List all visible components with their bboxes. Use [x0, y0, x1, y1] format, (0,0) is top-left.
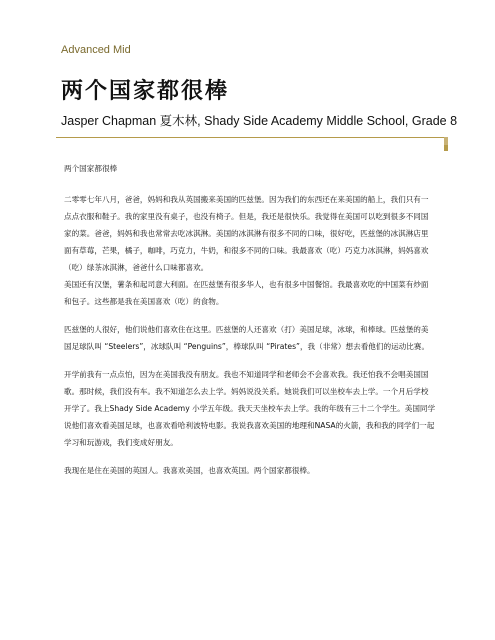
paragraph-food: 美国还有汉堡，薯条和起司意大利面。在匹兹堡有很多华人，也有很多中国餐馆。我最喜欢吃的中国菜有炒面和包子。这些都是我在美国喜欢（吃）的食物。 [64, 280, 429, 306]
essay-title: 两个国家都很棒 [64, 164, 118, 173]
proficiency-level-label: Advanced Mid [61, 44, 131, 56]
author-byline: Jasper Chapman 夏木林, Shady Side Academy Middle School, Grade 8 [61, 114, 458, 128]
paragraph-school: 开学前我有一点点怕，因为在美国我没有朋友。我也不知道同学和老师会不会喜欢我。我还怕我不会唱美国国歌。那时候，我们没有车。我不知道怎么去上学。妈妈说没关系。她说我们可以坐校车去上学。一个月后学校开学了。我上Shady Side Academy 小学五年级。我天天坐校车去上学。我的年级有三十二个学生。美国同学说他们喜欢看美国足球，也喜欢看哈利波特电影。我说我喜欢美国的地理和NASA的火箭，我和我的同学们一起学习和玩游戏，我们变成好朋友。 [64, 370, 436, 447]
paragraph-sports: 匹兹堡的人很好，他们说他们喜欢住在这里。匹兹堡的人还喜欢（打）美国足球，冰球，和棒球。匹兹堡的美国足球队叫 “Steelers”，冰球队叫 “Penguins”，棒球队叫 “Pirates”，我（非常）想去看他们的运动比赛。 [64, 325, 430, 351]
essay-body [64, 160, 436, 490]
page-title: 两个国家都很棒 [61, 78, 230, 104]
divider-corner-accent-dark [444, 145, 448, 151]
paragraph-arrival: 二零零七年八月，爸爸，妈妈和我从英国搬来美国的匹兹堡。因为我们的东西还在来美国的船上，我们只有一点点衣服和鞋子。我的家里没有桌子，也没有椅子。但是，我还是很快乐。我觉得在美国可以吃到很多不同国家的菜。爸爸，妈妈和我也常常去吃冰淇淋。美国的冰淇淋有很多不同的口味，很好吃，匹兹堡的冰淇淋店里面有草莓，芒果，橘子，咖啡，巧克力，牛奶，和很多不同的口味。我最喜欢（吃）巧克力冰淇淋，妈妈喜欢（吃）绿茶冰淇淋，爸爸什么口味都喜欢。 [64, 195, 429, 272]
paragraph-conclusion: 我现在是住在美国的英国人。我喜欢美国，也喜欢英国。两个国家都很棒。 [64, 466, 315, 475]
header-divider [56, 137, 448, 138]
